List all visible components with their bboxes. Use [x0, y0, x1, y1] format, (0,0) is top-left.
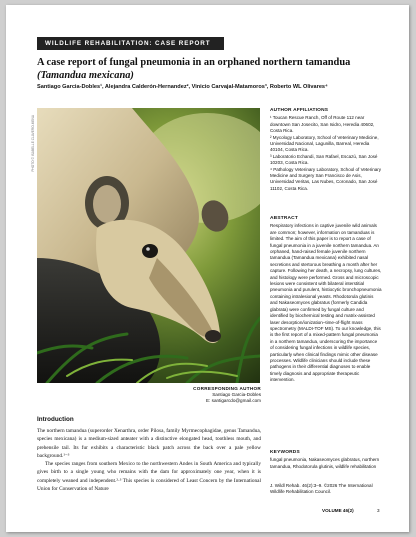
article-title [37, 57, 382, 82]
journal-page: WILDLIFE REHABILITATION: CASE REPORT A case report of fungal pneumonia in an orphaned northern tamandua (Tamandua mexicana) Santiago Garcia-Dobles¹, Alejandra Calderón-Hernandez², Vinicio Carvajal-Matamoros³, Roberto WL Olivares⁴ PHOTO © ISABELLE CLAVERO-MENA CORRESPONDING AUTHOR Santiago Garcia-Dobles E: santigarcdo@gmail.com Introduction The northern tamandua (superorder Xenarthra, order Pilosa, family Myrmecophagidae, genus Tamandua, species mexicana) is a medium-sized anteater with a distinctive elongated head, toothless mouth, and prehensile tail. Its fur exhibits a characteristic black patch across the back over a pale yellow background.¹⁻³ The species ranges from southern Mexico to the northwestern Andes in South America and typically gives birth to a single young who remains with the dam for approximately one year, when it is completely weaned and independent.²·³ This species is considered of Least Concern by the International Union for Conservation of Nature AUTHOR AFFILIATIONS ¹ Toucan Rescue Ranch, Off of Route 112 near downtown San Josecito, San Isidro, Heredia 40602, Costa Rica. ² Mycology Laboratory, School of Veterinary Medicine, Universidad Nacional, Lagunilla, Barreal, Heredia 40104, Costa Rica. ³ Laboratorio Echandi, San Rafael, Escazú, San José 10203, Costa Rica. ⁴ Pathology Veterinary Laboratory, School of Veterinary Medicine and Surgery San Francisco de Asis, Universidad Veritas, Las Nubes, Coronado, San José 11102, Costa Rica. ABSTRACT Respiratory infections in captive juvenile wild animals are common; however, information on tamanduas is limited. The aim of this paper is to report a case of fungal pneumonia in a juvenile northern tamandua. An orphaned, hand-raised female juvenile northern tamandua (Tamandua mexicana) exhibited nasal secretions and stertorous breathing a month after her capture. Following her death, a necropsy, lung cultures, and histology were performed. Gross and microscopic lesions were consistent with bilateral interstitial pneumonia and purulent, histiocytic bronchopneumonia containing intralesional yeasts. Rhodotorula glutinis and Nakaseomyces glabratus (formerly Candida glabrata) were confirmed by fungal culture and identified by biochemical testing and matrix-assisted laser desorption/ionization–time-of-flight mass spectrometry (MALDI-TOF MS). To our knowledge, this is the first report of a mixed-pattern fungal pneumonia in a northern tamandua, underscoring the importance of considering fungal infections in wildlife species, particularly when clinical findings mimic other disease processes. Wildlife clinicians should include these pathogens in their differential diagnoses to enable timely diagnosis and appropriate therapeutic intervention. KEYWORDS fungal pneumonia, Nakaseomyces glabratus, northern tamandua, Rhodotorula glutinis, wildlife rehabilitation J. Wildl Rehab. 46(2):3–9. ©2026 The International Wildlife Rehabilitation Council. VOLUME 46(2) 3 [6, 5, 409, 532]
title-species: (Tamandua mexicana) [37, 69, 134, 81]
tamandua-photo [37, 108, 260, 383]
footer-page-number: 3 [377, 508, 380, 513]
intro-body [37, 427, 261, 493]
corresponding-author [181, 386, 261, 404]
abstract-section [270, 216, 382, 384]
affiliation-item: ¹ Toucan Rescue Ranch, Off of Route 112 near downtown San Josecito, San Isidro, Heredia 40602, Costa Rica. [270, 115, 375, 134]
corresponding-heading: CORRESPONDING AUTHOR [193, 386, 261, 391]
keywords-text: fungal pneumonia, Nakaseomyces glabratus, northern tamandua, Rhodotorula glutinis, wildlife rehabilitation [270, 457, 380, 469]
intro-paragraph-1: The northern tamandua (superorder Xenarthra, order Pilosa, family Myrmecophagidae, genus Tamandua, species mexicana) is a medium-sized anteater with a distinctive elongated head, toothless mouth, and prehensile tail. Its fur exhibits a characteristic black patch across the back over a pale yellow background.¹⁻³ [37, 428, 261, 459]
keywords-heading: KEYWORDS [270, 450, 300, 455]
intro-paragraph-2: The species ranges from southern Mexico to the northwestern Andes in South America and typically gives birth to a single young who remains with the dam for approximately one year, when it is completely weaned and independent.²·³ This species is considered of Least Concern by the International Union for Conservation of Nature [37, 461, 261, 493]
affiliation-item: ² Mycology Laboratory, School of Veterinary Medicine, Universidad Nacional, Lagunilla, Barreal, Heredia 40104, Costa Rica. [270, 134, 379, 153]
author-affiliations [270, 108, 382, 192]
footer-volume: VOLUME 46(2) [322, 508, 354, 513]
title-main: A case report of fungal pneumonia in an orphaned northern tamandua [37, 57, 351, 68]
corresponding-name: Santiago Garcia-Dobles [212, 392, 261, 397]
author-list: Santiago Garcia-Dobles¹, Alejandra Calderón-Hernandez², Vinicio Carvajal-Matamoros³, Roberto WL Olivares⁴ [37, 84, 328, 90]
citation-line: J. Wildl Rehab. 46(2):3–9. ©2026 The International Wildlife Rehabilitation Council. [270, 483, 373, 495]
abstract-heading: ABSTRACT [270, 216, 298, 221]
intro-heading: Introduction [37, 416, 74, 423]
keywords-section [270, 450, 382, 470]
corresponding-email[interactable]: E: santigarcdo@gmail.com [206, 398, 261, 403]
abstract-text: Respiratory infections in captive juvenile wild animals are common; however, information on tamanduas is limited. The aim of this paper is to report a case of fungal pneumonia in a juvenile northern tamandua. An orphaned, hand-raised female juvenile northern tamandua (Tamandua mexicana) exhibited nasal secretions and stertorous breathing a month after her capture. Following her death, a necropsy, lung cultures, and histology were performed. Gross and microscopic lesions were consistent with bilateral interstitial pneumonia and purulent, histiocytic bronchopneumonia containing intralesional yeasts. Rhodotorula glutinis and Nakaseomyces glabratus (formerly Candida glabrata) were confirmed by fungal culture and identified by biochemical testing and matrix-assisted laser desorption/ionization–time-of-flight mass spectrometry (MALDI-TOF MS). To our knowledge, this is the first report of a mixed-pattern fungal pneumonia in a northern tamandua, underscoring the importance of considering fungal infections in wildlife species, particularly when clinical findings mimic other disease processes. Wildlife clinicians should include these pathogens in their differential diagnoses to enable timely diagnosis and appropriate therapeutic intervention. [270, 223, 382, 383]
affiliation-item: ⁴ Pathology Veterinary Laboratory, School of Veterinary Medicine and Surgery San Francisco de Asis, Universidad Veritas, Las Nubes, Coronado, San José 11102, Costa Rica. [270, 166, 382, 191]
affiliations-heading: AUTHOR AFFILIATIONS [270, 108, 329, 113]
affiliation-item: ³ Laboratorio Echandi, San Rafael, Escazú, San José 10203, Costa Rica. [270, 153, 378, 166]
section-banner: WILDLIFE REHABILITATION: CASE REPORT [37, 37, 224, 50]
